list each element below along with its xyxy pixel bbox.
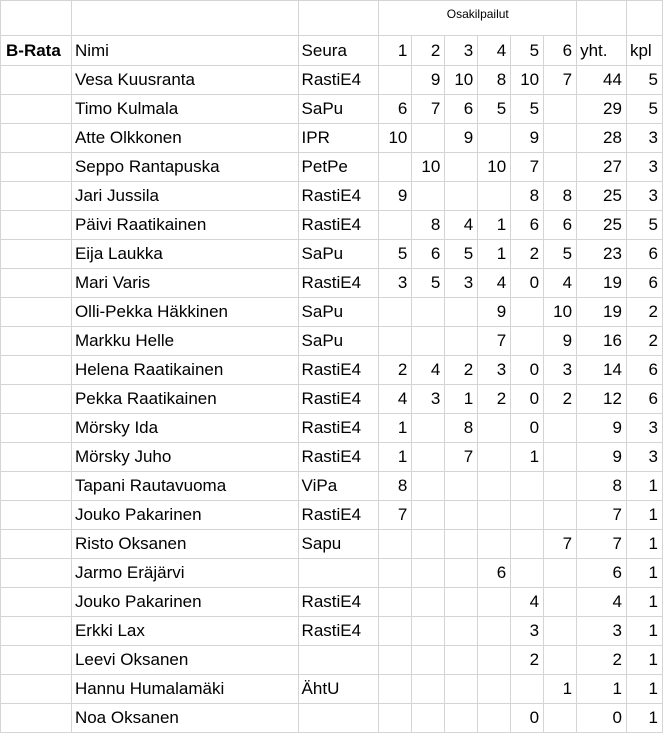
table-row (1, 414, 663, 443)
race-1-points[interactable] (379, 298, 412, 327)
competitor-name[interactable]: Vesa Kuusranta (71, 66, 298, 95)
competitor-club[interactable]: SaPu (298, 298, 379, 327)
table-row (1, 124, 663, 153)
competitor-club[interactable]: ÄhtU (298, 675, 379, 704)
race-2-points[interactable] (412, 617, 445, 646)
race-1-points[interactable] (379, 530, 412, 559)
table-row (1, 385, 663, 414)
race-4-points[interactable] (478, 617, 511, 646)
competitor-name[interactable]: Eija Laukka (71, 240, 298, 269)
race-count[interactable]: 6 (626, 356, 662, 385)
race-3-points[interactable]: 4 (445, 211, 478, 240)
race-6-points[interactable] (544, 153, 577, 182)
race-5-points[interactable]: 0 (511, 269, 544, 298)
race-2-points[interactable] (412, 588, 445, 617)
total-points[interactable]: 23 (577, 240, 627, 269)
total-points[interactable]: 14 (577, 356, 627, 385)
cell[interactable] (298, 1, 379, 36)
total-points[interactable]: 2 (577, 646, 627, 675)
competitor-name[interactable]: Atte Olkkonen (71, 124, 298, 153)
race-5-points[interactable]: 2 (511, 646, 544, 675)
row-spacer-cell[interactable] (1, 182, 72, 211)
table-row (1, 66, 663, 95)
race-1-points[interactable]: 8 (379, 472, 412, 501)
table-row (1, 95, 663, 124)
row-spacer-cell[interactable] (1, 124, 72, 153)
race-1-points[interactable] (379, 617, 412, 646)
race-5-points[interactable]: 2 (511, 240, 544, 269)
race-6-points[interactable]: 1 (544, 675, 577, 704)
race-1-points[interactable]: 10 (379, 124, 412, 153)
competitor-name[interactable]: Timo Kulmala (71, 95, 298, 124)
table-row (1, 588, 663, 617)
race-5-points[interactable] (511, 501, 544, 530)
race-1-points[interactable] (379, 211, 412, 240)
race-count[interactable]: 6 (626, 269, 662, 298)
competitor-name[interactable]: Jari Jussila (71, 182, 298, 211)
race-4-points[interactable]: 3 (478, 356, 511, 385)
race-2-points[interactable] (412, 327, 445, 356)
race-count[interactable]: 5 (626, 211, 662, 240)
competitor-name[interactable]: Hannu Humalamäki (71, 675, 298, 704)
race-3-points[interactable]: 6 (445, 95, 478, 124)
competitor-club[interactable] (298, 646, 379, 675)
race-6-points[interactable] (544, 646, 577, 675)
race-4-points[interactable]: 5 (478, 95, 511, 124)
race-2-points[interactable]: 7 (412, 95, 445, 124)
race-6-points[interactable] (544, 617, 577, 646)
total-points[interactable]: 3 (577, 617, 627, 646)
race-3-points[interactable] (445, 501, 478, 530)
race-4-points[interactable] (478, 182, 511, 211)
race-6-points[interactable] (544, 124, 577, 153)
race-5-points[interactable] (511, 298, 544, 327)
race-5-points[interactable]: 4 (511, 588, 544, 617)
total-points[interactable]: 25 (577, 211, 627, 240)
total-points[interactable]: 19 (577, 298, 627, 327)
race-2-points[interactable] (412, 646, 445, 675)
row-spacer-cell[interactable] (1, 240, 72, 269)
race-3-points[interactable] (445, 704, 478, 733)
race-1-points[interactable] (379, 66, 412, 95)
race-2-points[interactable] (412, 443, 445, 472)
race-1-points[interactable] (379, 327, 412, 356)
race-2-points[interactable] (412, 559, 445, 588)
row-spacer-cell[interactable] (1, 588, 72, 617)
race-4-points[interactable] (478, 675, 511, 704)
race-4-points[interactable]: 9 (478, 298, 511, 327)
table-row (1, 153, 663, 182)
race-6-points[interactable]: 4 (544, 269, 577, 298)
race-5-points[interactable]: 10 (511, 66, 544, 95)
race-1-points[interactable] (379, 646, 412, 675)
race-3-points[interactable] (445, 617, 478, 646)
competitor-club[interactable]: ViPa (298, 472, 379, 501)
column-header-club[interactable]: Seura (298, 36, 379, 66)
competitor-name[interactable]: Tapani Rautavuoma (71, 472, 298, 501)
column-header-race-6[interactable]: 6 (544, 36, 577, 66)
race-count[interactable]: 2 (626, 298, 662, 327)
race-4-points[interactable]: 7 (478, 327, 511, 356)
race-count[interactable]: 6 (626, 240, 662, 269)
table-row (1, 240, 663, 269)
group-header-osakilpailut[interactable]: Osakilpailut (379, 1, 577, 36)
competitor-name[interactable]: Olli-Pekka Häkkinen (71, 298, 298, 327)
race-1-points[interactable]: 6 (379, 95, 412, 124)
total-points[interactable]: 44 (577, 66, 627, 95)
column-header-race-5[interactable]: 5 (511, 36, 544, 66)
cell[interactable] (577, 1, 627, 36)
race-2-points[interactable] (412, 298, 445, 327)
competitor-club[interactable]: RastiE4 (298, 443, 379, 472)
competitor-name[interactable]: Jouko Pakarinen (71, 588, 298, 617)
race-5-points[interactable]: 0 (511, 385, 544, 414)
group-header-row (1, 1, 663, 36)
total-points[interactable]: 27 (577, 153, 627, 182)
race-4-points[interactable] (478, 414, 511, 443)
race-5-points[interactable] (511, 675, 544, 704)
race-3-points[interactable]: 9 (445, 124, 478, 153)
race-count[interactable]: 3 (626, 153, 662, 182)
race-count[interactable]: 1 (626, 559, 662, 588)
race-5-points[interactable]: 0 (511, 356, 544, 385)
race-2-points[interactable] (412, 472, 445, 501)
race-4-points[interactable] (478, 704, 511, 733)
competitor-club[interactable] (298, 704, 379, 733)
race-5-points[interactable] (511, 530, 544, 559)
race-count[interactable]: 3 (626, 414, 662, 443)
table-row (1, 356, 663, 385)
competitor-name[interactable]: Helena Raatikainen (71, 356, 298, 385)
competitor-name[interactable]: Mörsky Juho (71, 443, 298, 472)
row-spacer-cell[interactable] (1, 385, 72, 414)
race-1-points[interactable] (379, 588, 412, 617)
race-2-points[interactable] (412, 530, 445, 559)
competitor-name[interactable]: Päivi Raatikainen (71, 211, 298, 240)
race-count[interactable]: 1 (626, 530, 662, 559)
competitor-club[interactable]: PetPe (298, 153, 379, 182)
race-3-points[interactable]: 5 (445, 240, 478, 269)
total-points[interactable]: 19 (577, 269, 627, 298)
competitor-club[interactable]: RastiE4 (298, 501, 379, 530)
race-4-points[interactable]: 10 (478, 153, 511, 182)
race-count[interactable]: 1 (626, 588, 662, 617)
competitor-club[interactable]: RastiE4 (298, 588, 379, 617)
race-count[interactable]: 1 (626, 472, 662, 501)
competitor-club[interactable]: RastiE4 (298, 414, 379, 443)
race-4-points[interactable]: 2 (478, 385, 511, 414)
row-spacer-cell[interactable] (1, 617, 72, 646)
race-4-points[interactable]: 8 (478, 66, 511, 95)
race-6-points[interactable]: 7 (544, 66, 577, 95)
race-2-points[interactable]: 3 (412, 385, 445, 414)
race-6-points[interactable]: 8 (544, 182, 577, 211)
table-row (1, 559, 663, 588)
competitor-club[interactable] (298, 559, 379, 588)
total-points[interactable]: 6 (577, 559, 627, 588)
race-3-points[interactable] (445, 327, 478, 356)
race-4-points[interactable]: 4 (478, 269, 511, 298)
race-2-points[interactable] (412, 704, 445, 733)
cell[interactable] (626, 1, 662, 36)
competitor-club[interactable]: Sapu (298, 530, 379, 559)
race-3-points[interactable]: 8 (445, 414, 478, 443)
race-5-points[interactable] (511, 327, 544, 356)
total-points[interactable]: 29 (577, 95, 627, 124)
race-3-points[interactable]: 2 (445, 356, 478, 385)
race-6-points[interactable] (544, 443, 577, 472)
table-row (1, 530, 663, 559)
total-points[interactable]: 7 (577, 501, 627, 530)
row-spacer-cell[interactable] (1, 95, 72, 124)
race-count[interactable]: 3 (626, 182, 662, 211)
total-points[interactable]: 9 (577, 443, 627, 472)
race-5-points[interactable]: 7 (511, 153, 544, 182)
table-row (1, 646, 663, 675)
total-points[interactable]: 8 (577, 472, 627, 501)
total-points[interactable]: 0 (577, 704, 627, 733)
race-5-points[interactable] (511, 559, 544, 588)
race-1-points[interactable]: 2 (379, 356, 412, 385)
race-4-points[interactable]: 1 (478, 211, 511, 240)
race-4-points[interactable] (478, 588, 511, 617)
race-4-points[interactable]: 6 (478, 559, 511, 588)
race-5-points[interactable] (511, 472, 544, 501)
competitor-club[interactable]: SaPu (298, 95, 379, 124)
race-2-points[interactable]: 10 (412, 153, 445, 182)
race-5-points[interactable]: 0 (511, 704, 544, 733)
competitor-club[interactable]: SaPu (298, 240, 379, 269)
competitor-name[interactable]: Markku Helle (71, 327, 298, 356)
race-count[interactable]: 1 (626, 704, 662, 733)
race-3-points[interactable] (445, 675, 478, 704)
race-2-points[interactable]: 8 (412, 211, 445, 240)
race-3-points[interactable]: 10 (445, 66, 478, 95)
total-points[interactable]: 7 (577, 530, 627, 559)
competitor-club[interactable]: RastiE4 (298, 356, 379, 385)
row-spacer-cell[interactable] (1, 66, 72, 95)
column-header-race-1[interactable]: 1 (379, 36, 412, 66)
column-header-name[interactable]: Nimi (71, 36, 298, 66)
race-2-points[interactable] (412, 675, 445, 704)
competitor-name[interactable]: Risto Oksanen (71, 530, 298, 559)
race-3-points[interactable] (445, 588, 478, 617)
row-spacer-cell[interactable] (1, 704, 72, 733)
rata-label[interactable]: B-Rata (1, 36, 72, 66)
table-row (1, 327, 663, 356)
race-3-points[interactable] (445, 298, 478, 327)
competitor-club[interactable]: RastiE4 (298, 182, 379, 211)
race-1-points[interactable] (379, 675, 412, 704)
race-2-points[interactable] (412, 414, 445, 443)
race-4-points[interactable] (478, 646, 511, 675)
competitor-name[interactable]: Jouko Pakarinen (71, 501, 298, 530)
row-spacer-cell[interactable] (1, 472, 72, 501)
column-header-race-3[interactable]: 3 (445, 36, 478, 66)
competitor-club[interactable]: RastiE4 (298, 385, 379, 414)
table-row (1, 182, 663, 211)
race-1-points[interactable]: 3 (379, 269, 412, 298)
row-spacer-cell[interactable] (1, 443, 72, 472)
total-points[interactable]: 12 (577, 385, 627, 414)
race-3-points[interactable]: 3 (445, 269, 478, 298)
total-points[interactable]: 16 (577, 327, 627, 356)
row-spacer-cell[interactable] (1, 298, 72, 327)
competitor-name[interactable]: Seppo Rantapuska (71, 153, 298, 182)
column-header-row (1, 36, 663, 66)
total-points[interactable]: 4 (577, 588, 627, 617)
table-row (1, 675, 663, 704)
race-3-points[interactable] (445, 182, 478, 211)
race-3-points[interactable]: 1 (445, 385, 478, 414)
table-row (1, 617, 663, 646)
race-6-points[interactable]: 10 (544, 298, 577, 327)
race-4-points[interactable] (478, 443, 511, 472)
competitor-club[interactable]: SaPu (298, 327, 379, 356)
row-spacer-cell[interactable] (1, 414, 72, 443)
race-6-points[interactable]: 2 (544, 385, 577, 414)
race-1-points[interactable]: 1 (379, 414, 412, 443)
column-header-total[interactable]: yht. (577, 36, 627, 66)
race-2-points[interactable] (412, 501, 445, 530)
race-1-points[interactable] (379, 153, 412, 182)
competitor-name[interactable]: Jarmo Eräjärvi (71, 559, 298, 588)
total-points[interactable]: 9 (577, 414, 627, 443)
race-4-points[interactable] (478, 501, 511, 530)
race-4-points[interactable] (478, 472, 511, 501)
race-6-points[interactable] (544, 414, 577, 443)
competitor-name[interactable]: Mörsky Ida (71, 414, 298, 443)
race-count[interactable]: 1 (626, 617, 662, 646)
race-1-points[interactable] (379, 559, 412, 588)
row-spacer-cell[interactable] (1, 559, 72, 588)
total-points[interactable]: 1 (577, 675, 627, 704)
row-spacer-cell[interactable] (1, 646, 72, 675)
race-6-points[interactable] (544, 704, 577, 733)
race-4-points[interactable] (478, 124, 511, 153)
race-6-points[interactable]: 6 (544, 211, 577, 240)
row-spacer-cell[interactable] (1, 501, 72, 530)
race-5-points[interactable]: 8 (511, 182, 544, 211)
cell[interactable] (71, 1, 298, 36)
race-3-points[interactable] (445, 646, 478, 675)
race-5-points[interactable]: 0 (511, 414, 544, 443)
race-count[interactable]: 1 (626, 501, 662, 530)
race-2-points[interactable]: 5 (412, 269, 445, 298)
race-4-points[interactable]: 1 (478, 240, 511, 269)
race-count[interactable]: 5 (626, 95, 662, 124)
competitor-name[interactable]: Mari Varis (71, 269, 298, 298)
row-spacer-cell[interactable] (1, 530, 72, 559)
results-body (1, 1, 663, 733)
race-1-points[interactable]: 4 (379, 385, 412, 414)
race-1-points[interactable] (379, 704, 412, 733)
race-6-points[interactable]: 3 (544, 356, 577, 385)
race-count[interactable]: 2 (626, 327, 662, 356)
race-2-points[interactable]: 4 (412, 356, 445, 385)
race-6-points[interactable] (544, 95, 577, 124)
row-spacer-cell[interactable] (1, 269, 72, 298)
total-points[interactable]: 25 (577, 182, 627, 211)
row-spacer-cell[interactable] (1, 327, 72, 356)
competitor-name[interactable]: Leevi Oksanen (71, 646, 298, 675)
race-3-points[interactable] (445, 559, 478, 588)
race-count[interactable]: 3 (626, 124, 662, 153)
race-5-points[interactable]: 1 (511, 443, 544, 472)
table-row (1, 269, 663, 298)
race-count[interactable]: 1 (626, 675, 662, 704)
table-row (1, 501, 663, 530)
table-row (1, 443, 663, 472)
race-2-points[interactable]: 9 (412, 66, 445, 95)
table-row (1, 298, 663, 327)
race-count[interactable]: 5 (626, 66, 662, 95)
competitor-club[interactable]: RastiE4 (298, 269, 379, 298)
column-header-race-4[interactable]: 4 (478, 36, 511, 66)
race-2-points[interactable] (412, 124, 445, 153)
competitor-club[interactable]: RastiE4 (298, 211, 379, 240)
competitor-club[interactable]: RastiE4 (298, 617, 379, 646)
race-6-points[interactable]: 5 (544, 240, 577, 269)
row-spacer-cell[interactable] (1, 153, 72, 182)
competitor-club[interactable]: IPR (298, 124, 379, 153)
race-1-points[interactable]: 5 (379, 240, 412, 269)
competitor-club[interactable]: RastiE4 (298, 66, 379, 95)
race-6-points[interactable] (544, 472, 577, 501)
cell[interactable] (1, 1, 72, 36)
race-count[interactable]: 6 (626, 385, 662, 414)
competitor-name[interactable]: Pekka Raatikainen (71, 385, 298, 414)
total-points[interactable]: 28 (577, 124, 627, 153)
row-spacer-cell[interactable] (1, 211, 72, 240)
race-1-points[interactable]: 1 (379, 443, 412, 472)
race-5-points[interactable]: 6 (511, 211, 544, 240)
table-row (1, 211, 663, 240)
race-count[interactable]: 1 (626, 646, 662, 675)
competitor-name[interactable]: Noa Oksanen (71, 704, 298, 733)
race-6-points[interactable] (544, 559, 577, 588)
race-3-points[interactable]: 7 (445, 443, 478, 472)
race-6-points[interactable]: 9 (544, 327, 577, 356)
race-count[interactable]: 3 (626, 443, 662, 472)
race-6-points[interactable] (544, 501, 577, 530)
race-3-points[interactable] (445, 472, 478, 501)
race-6-points[interactable]: 7 (544, 530, 577, 559)
race-1-points[interactable]: 7 (379, 501, 412, 530)
column-header-count[interactable]: kpl (626, 36, 662, 66)
race-5-points[interactable]: 3 (511, 617, 544, 646)
race-3-points[interactable] (445, 153, 478, 182)
competitor-name[interactable]: Erkki Lax (71, 617, 298, 646)
race-5-points[interactable]: 5 (511, 95, 544, 124)
table-row (1, 472, 663, 501)
race-1-points[interactable]: 9 (379, 182, 412, 211)
race-2-points[interactable]: 6 (412, 240, 445, 269)
race-6-points[interactable] (544, 588, 577, 617)
table-row (1, 704, 663, 733)
row-spacer-cell[interactable] (1, 675, 72, 704)
race-5-points[interactable]: 9 (511, 124, 544, 153)
row-spacer-cell[interactable] (1, 356, 72, 385)
race-4-points[interactable] (478, 530, 511, 559)
column-header-race-2[interactable]: 2 (412, 36, 445, 66)
race-3-points[interactable] (445, 530, 478, 559)
race-2-points[interactable] (412, 182, 445, 211)
